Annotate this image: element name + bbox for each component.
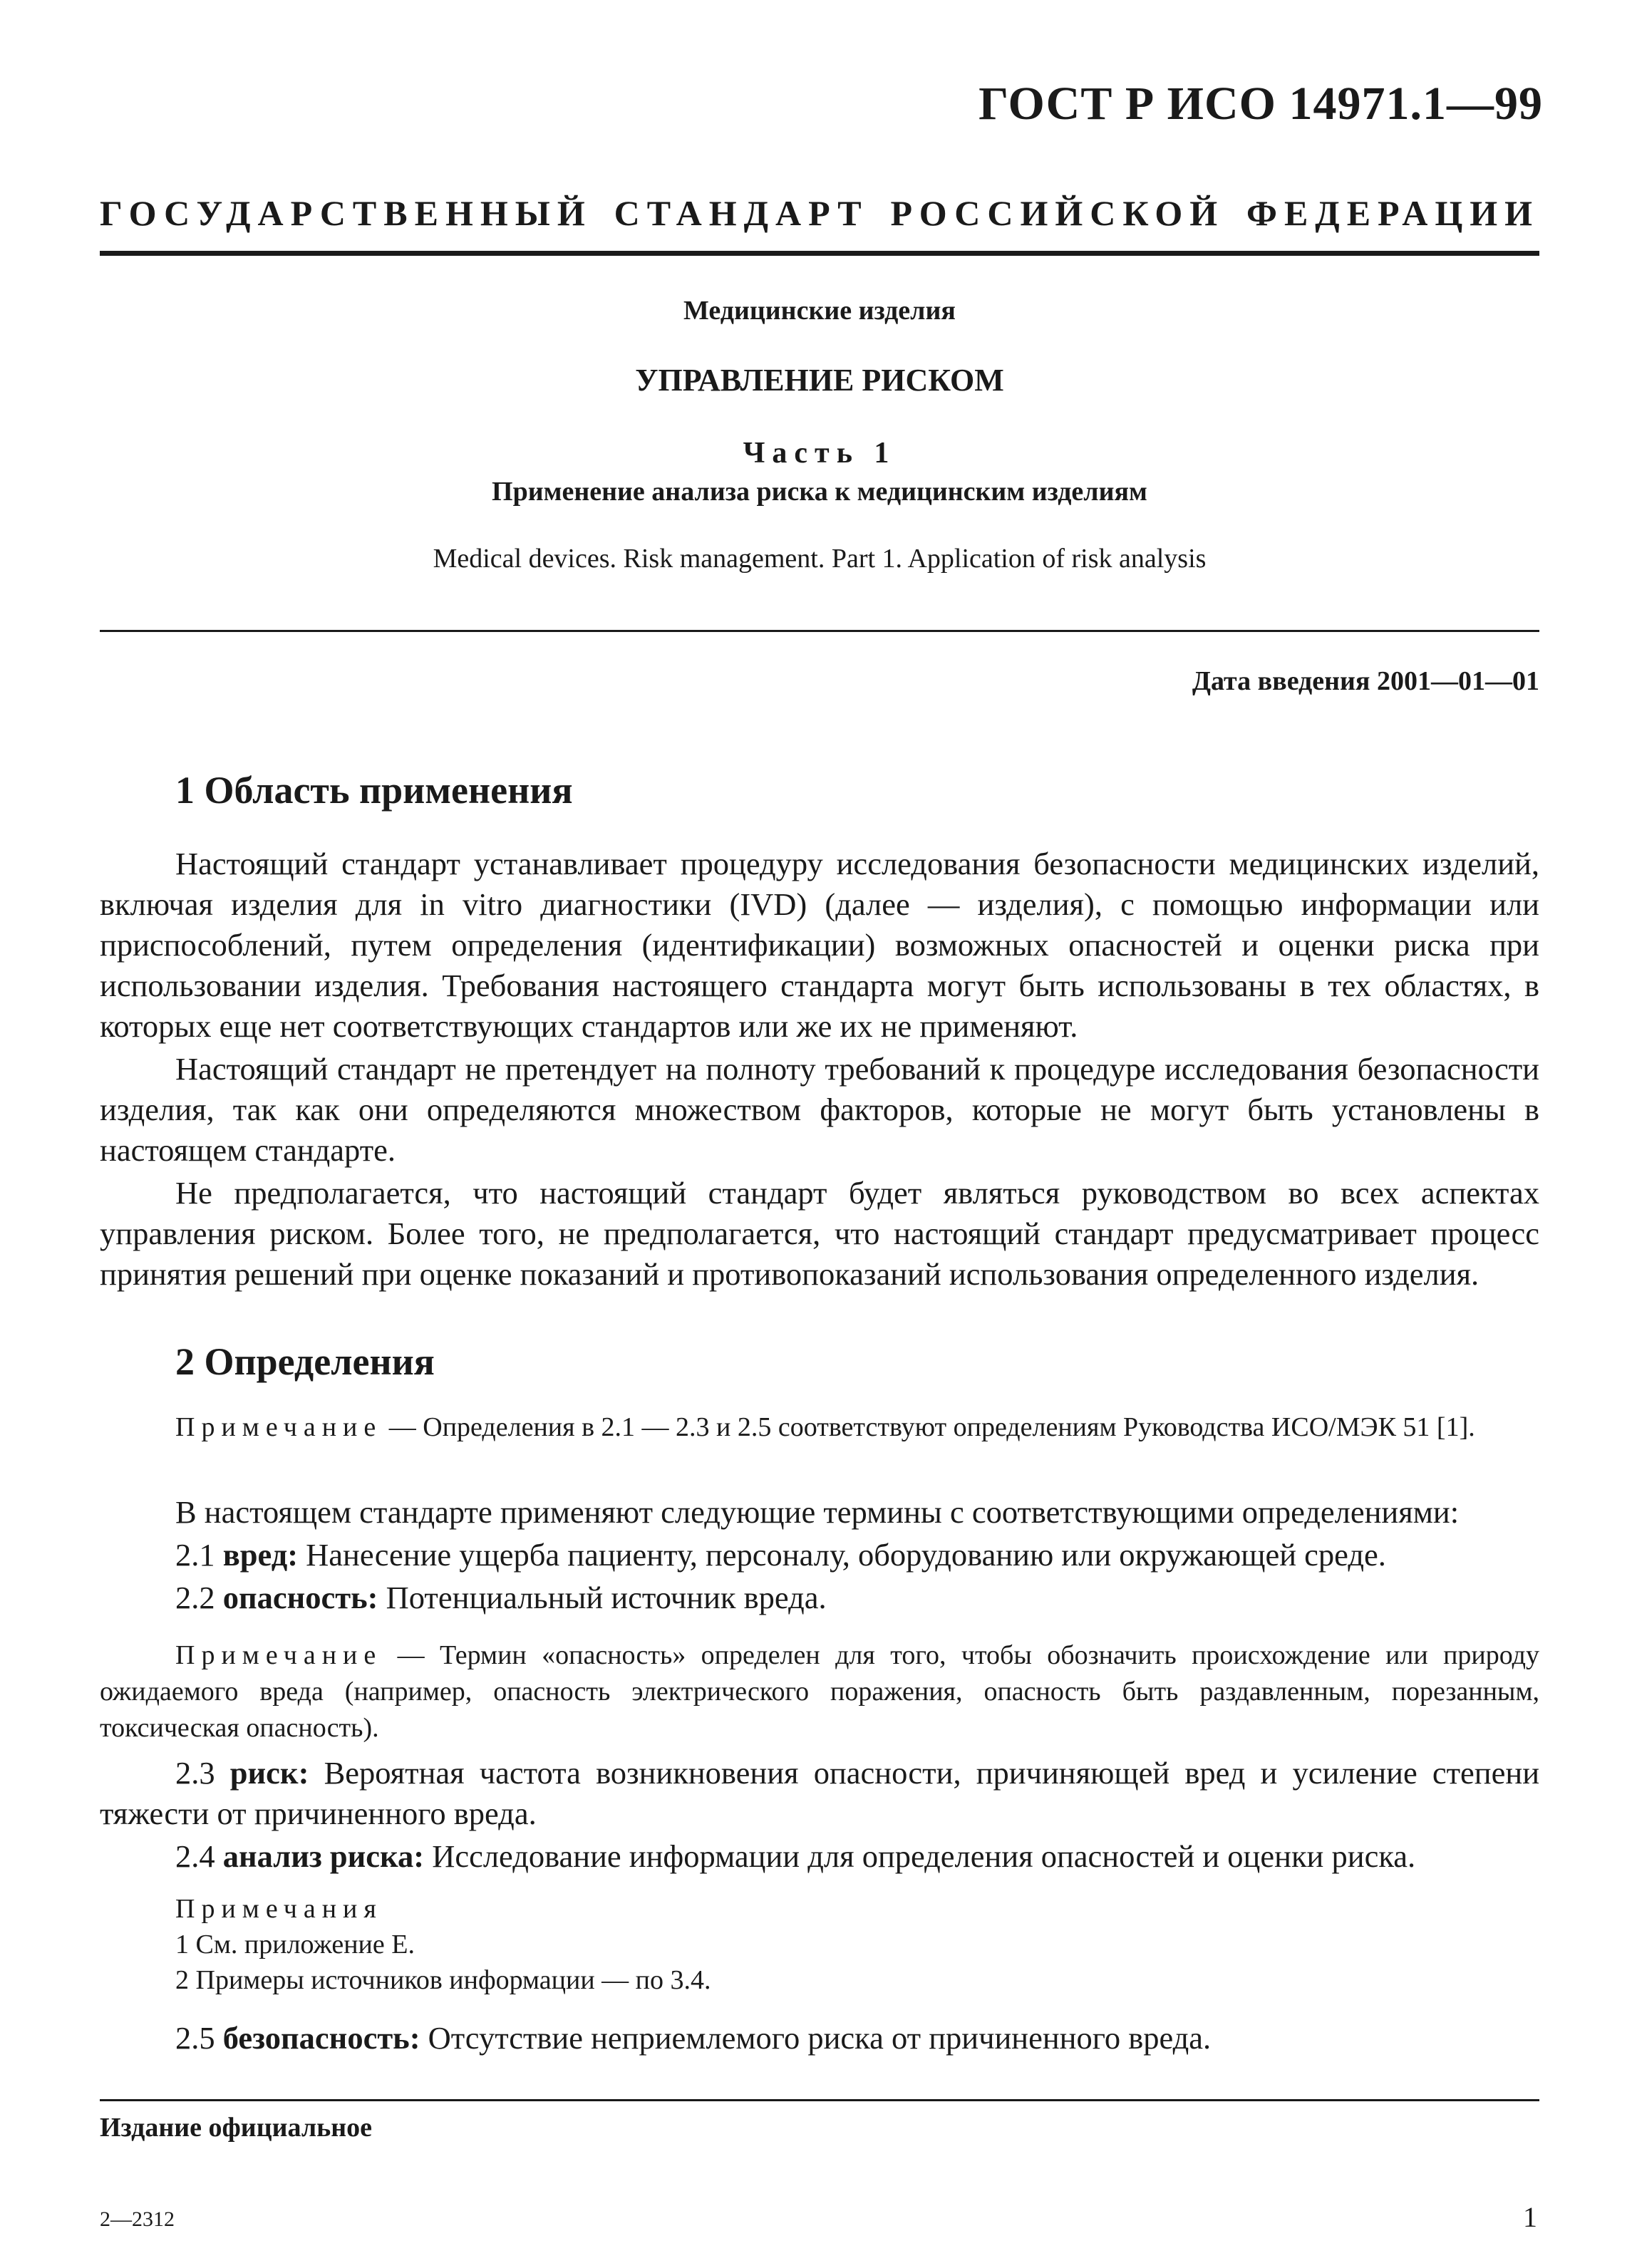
banner-word-4: ФЕДЕРАЦИИ <box>1246 193 1539 233</box>
section-2-note-2 <box>100 1637 1539 1746</box>
definition-2-1-number: 2.1 <box>175 1537 223 1573</box>
definition-2-3-text: Вероятная частота возникновения опасности, причиняющей вред и усиление степени тяжести от причиненного вреда. <box>100 1755 1540 1831</box>
definition-2-2-text: Потенциальный источник вреда. <box>378 1580 827 1615</box>
definition-2-5 <box>100 2018 1539 2059</box>
definition-2-3-term: риск: <box>229 1755 309 1791</box>
definition-2-1 <box>100 1535 1539 1575</box>
title-divider <box>100 630 1539 632</box>
notes-label: Примечания <box>175 1894 383 1924</box>
note-2-label: Примечание <box>175 1640 383 1670</box>
introduction-date: Дата введения 2001—01—01 <box>1192 666 1539 696</box>
page-number: 1 <box>1523 2201 1537 2233</box>
part-label: Часть 1 <box>743 437 897 470</box>
banner-word-2: СТАНДАРТ <box>614 193 869 233</box>
definition-2-2-number: 2.2 <box>175 1580 223 1615</box>
definition-2-5-number: 2.5 <box>175 2020 223 2056</box>
section-1-paragraph-1: Настоящий стандарт устанавливает процедуру исследования безопасности медицинских изделий, включая изделия для in vitro диагностики (IVD) (далее — изделия), с помощью информации или приспособлений, путем определения (идентификации) возможных опасностей и оценки риска при использовании изделия. Требования настоящего стандарта могут быть использованы в тех областях, в которых еще нет соответствующих стандартов или же их не применяют. <box>100 846 1539 1044</box>
section-2-note-1 <box>100 1409 1539 1446</box>
section-2-heading: 2 Определения <box>175 1340 435 1383</box>
section-1-heading: 1 Область применения <box>175 769 573 812</box>
definition-2-4-text: Исследование информации для определения опасностей и оценки риска. <box>424 1838 1416 1874</box>
header-thick-rule <box>100 251 1539 256</box>
definition-2-4-term: анализ риска: <box>222 1838 425 1874</box>
subtitle-medical-devices: Медицинские изделия <box>683 296 956 326</box>
note-1 <box>100 1409 1539 1446</box>
section-1-body <box>100 844 1539 1295</box>
definition-2-5-text: Отсутствие неприемлемого риска от причиненного вреда. <box>420 2020 1212 2056</box>
official-edition-label: Издание официальное <box>100 2113 373 2143</box>
definition-2-4 <box>100 1836 1539 1877</box>
notes-item-1: 1 См. приложение Е. <box>175 1930 415 1959</box>
english-title: Medical devices. Risk management. Part 1. Application of risk analysis <box>433 544 1207 574</box>
section-2-definitions-c <box>100 2018 1539 2059</box>
section-1-paragraph-3: Не предполагается, что настоящий стандарт будет являться руководством во всех аспектах управления риском. Более того, не предполагается, что настоящий стандарт предусматривает процесс принятия решений при оценке показаний и противопоказаний использования определенного изделия. <box>100 1175 1539 1292</box>
part-title: Применение анализа риска к медицинским изделиям <box>492 477 1147 507</box>
definition-2-5-term: безопасность: <box>222 2020 420 2056</box>
definition-2-2-term: опасность: <box>222 1580 378 1615</box>
definitions-lead: В настоящем стандарте применяют следующие термины с соответствующими определениями: <box>175 1494 1460 1530</box>
banner-word-3: РОССИЙСКОЙ <box>890 193 1225 233</box>
definition-2-1-term: вред: <box>222 1537 299 1573</box>
note-1-label: Примечание <box>175 1412 383 1442</box>
definition-2-4-number: 2.4 <box>175 1838 223 1874</box>
definition-2-2 <box>100 1578 1539 1618</box>
print-order-code: 2—2312 <box>100 2207 175 2231</box>
notes-item-2: 2 Примеры источников информации — по 3.4. <box>175 1965 711 1995</box>
section-2-definitions-b <box>100 1753 1539 1877</box>
note-2 <box>100 1637 1539 1746</box>
document-id: ГОСТ Р ИСО 14971.1—99 <box>978 78 1543 130</box>
banner-word-1: ГОСУДАРСТВЕННЫЙ <box>100 193 592 233</box>
note-2-text: — Термин «опасность» определен для того, чтобы обозначить происхождение или природу ожидаемого вреда (например, опасность электрического поражения, опасность быть раздавленным, порезанным, токсическая опасность). <box>100 1640 1539 1743</box>
state-standard-banner <box>100 192 1539 234</box>
section-2-notes <box>100 1891 1539 1998</box>
section-1-paragraph-2: Настоящий стандарт не претендует на полноту требований к процедуре исследования безопасности изделия, так как они определяются множеством факторов, которые не могут быть установлены в настоящем стандарте. <box>100 1051 1539 1168</box>
definition-2-3-number: 2.3 <box>175 1755 230 1791</box>
note-1-text: — Определения в 2.1 — 2.3 и 2.5 соответствуют определениям Руководства ИСО/МЭК 51 [1]. <box>382 1412 1475 1442</box>
definition-2-3 <box>100 1753 1539 1834</box>
subtitle-risk-management: УПРАВЛЕНИЕ РИСКОМ <box>635 363 1004 398</box>
footer-divider <box>100 2099 1539 2101</box>
definition-2-1-text: Нанесение ущерба пациенту, персоналу, оборудованию или окружающей среде. <box>298 1537 1386 1573</box>
section-2-definitions-a <box>100 1492 1539 1618</box>
